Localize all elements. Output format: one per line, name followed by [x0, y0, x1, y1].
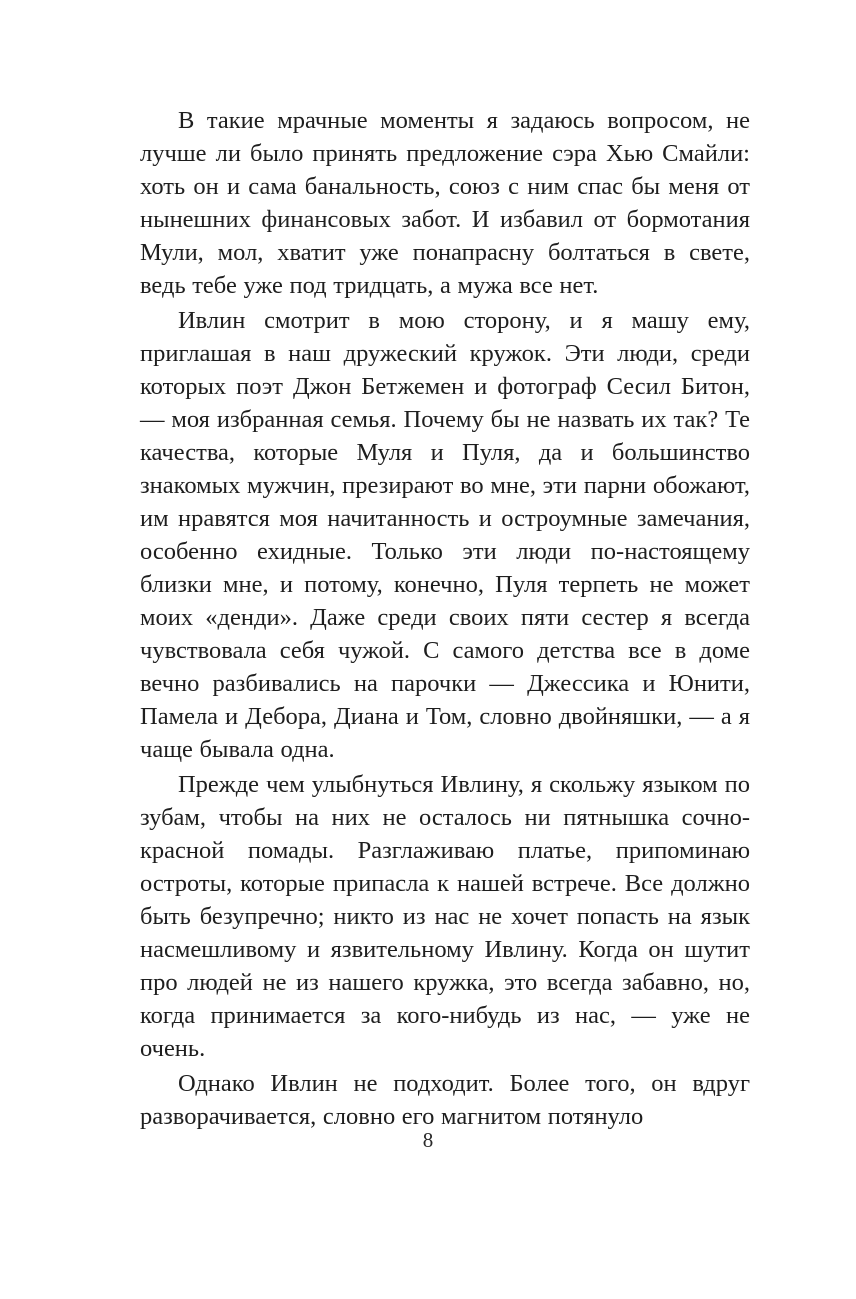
paragraph: Ивлин смотрит в мою сторону, и я машу ему, приглашая в наш дружеский кружок. Эти люди, среди которых поэт Джон Бетжемен и фотограф Сесил Битон, — моя избранная семья. Почему бы не назвать их так? Те качества, которые Муля и Пуля, да и большинство знакомых мужчин, презирают во мне, эти парни обожают, им нравятся моя начитанность и остроумные замечания, особенно ехидные. Только эти люди по-настоящему близки мне, и потому, конечно, Пуля терпеть не может моих «денди». Даже среди своих пяти сестер я всегда чувствовала себя чужой. С самого детства все в доме вечно разбивались на парочки — Джессика и Юнити, Памела и Дебора, Диана и Том, словно двойняшки, — а я чаще бывала одна.	[140, 307, 750, 763]
paragraph: В такие мрачные моменты я задаюсь вопросом, не лучше ли было принять предложение сэра Хью Смайли: хоть он и сама банальность, союз с ним спас бы меня от нынешних финансовых забот. И избавил от бормотания Мули, мол, хватит уже понапрасну болтаться в свете, ведь тебе уже под тридцать, а мужа все нет.	[140, 107, 750, 299]
paragraph: Однако Ивлин не подходит. Более того, он вдруг разворачивается, словно его магнитом потянуло	[140, 1070, 750, 1130]
paragraph: Прежде чем улыбнуться Ивлину, я скольжу языком по зубам, чтобы на них не осталось ни пятнышка сочно-красной помады. Разглаживаю платье, припоминаю остроты, которые припасла к нашей встрече. Все должно быть безупречно; никто из нас не хочет попасть на язык насмешливому и язвительному Ивлину. Когда он шутит про людей не из нашего кружка, это всегда забавно, но, когда принимается за кого-нибудь из нас, — уже не очень.	[140, 771, 750, 1062]
page-number: 8	[422, 1128, 434, 1152]
text-block	[140, 104, 750, 1135]
